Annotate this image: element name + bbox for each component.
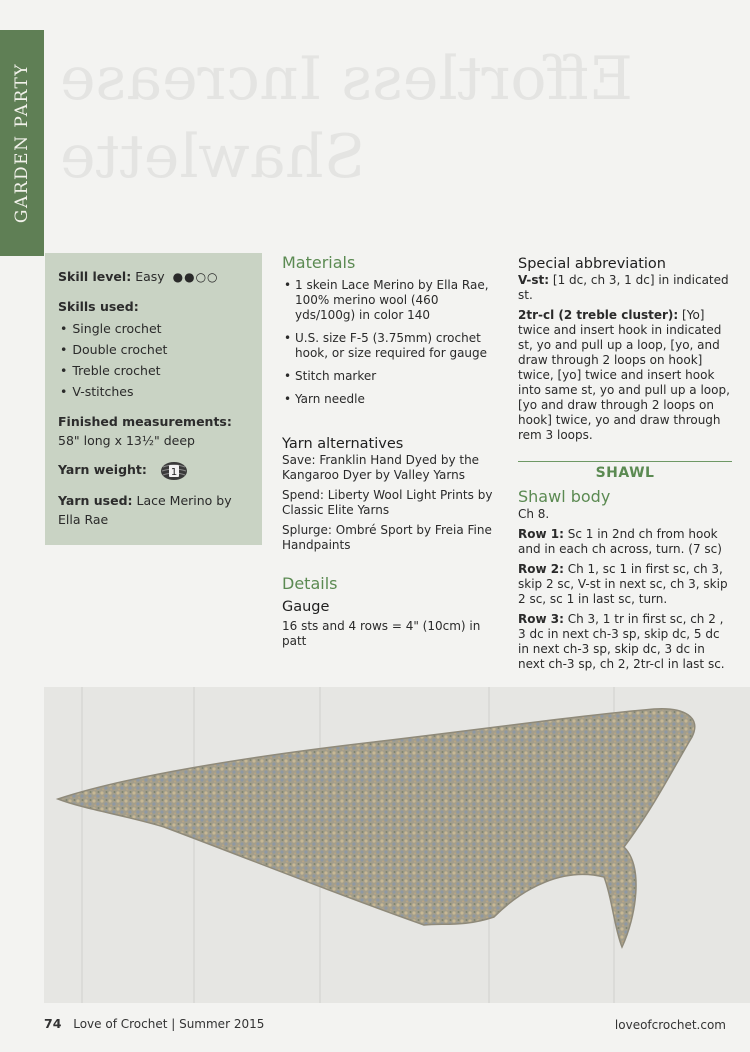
gauge-text: 16 sts and 4 rows = 4" (10cm) in patt bbox=[282, 619, 481, 648]
skill-item: • Single crochet bbox=[58, 318, 250, 339]
material-item: • Stitch marker bbox=[282, 369, 502, 384]
shawl-body-heading: Shawl body bbox=[518, 487, 611, 506]
yarn-alt-save: Save: Franklin Hand Dyed by the Kangaroo Dyer by Valley Yarns bbox=[282, 453, 480, 482]
section-tab bbox=[0, 30, 44, 256]
yarn-used: Yarn used: Lace Merino by Ella Rae bbox=[58, 492, 232, 527]
skill-item: • Double crochet bbox=[58, 339, 250, 360]
footer-left bbox=[44, 1016, 264, 1031]
ghost-title-line-1: Effortless Increase bbox=[60, 44, 633, 114]
skills-used: Skills used: • Single crochet • Double crochet • Treble crochet • V-stitches bbox=[58, 297, 250, 402]
skill-item: • V-stitches bbox=[58, 381, 250, 402]
material-item: • U.S. size F-5 (3.75mm) crochet hook, or size required for gauge bbox=[282, 331, 502, 361]
materials-heading: Materials bbox=[282, 253, 356, 272]
info-box bbox=[45, 253, 262, 545]
yarn-alternatives-heading: Yarn alternatives bbox=[282, 436, 404, 452]
skill-dots: ●●○○ bbox=[172, 270, 219, 284]
ghost-title-line-2: Shawlette bbox=[60, 122, 366, 192]
yarn-alt-spend: Spend: Liberty Wool Light Prints by Classic Elite Yarns bbox=[282, 488, 493, 517]
finished-measurements: Finished measurements: 58" long x 13½" deep bbox=[58, 414, 232, 448]
shawl-section-heading: SHAWL bbox=[518, 461, 732, 481]
svg-text:1: 1 bbox=[170, 466, 178, 478]
section-tab-label: GARDEN PARTY bbox=[12, 62, 32, 224]
page-number: 74 bbox=[44, 1016, 62, 1031]
vst-definition: V-st: [1 dc, ch 3, 1 dc] in indicated st. bbox=[518, 273, 729, 302]
pattern-column bbox=[518, 255, 732, 677]
row-2: Row 2: Ch 1, sc 1 in first sc, ch 3, skip 2 sc, V-st in next sc, ch 3, skip 2 sc, sc 1 in last sc, turn. bbox=[518, 562, 728, 606]
shawl-photo bbox=[44, 687, 750, 1003]
material-item: • 1 skein Lace Merino by Ella Rae, 100% merino wool (460 yds/100g) in color 140 bbox=[282, 278, 502, 323]
skill-item: • Treble crochet bbox=[58, 360, 250, 381]
ghost-title bbox=[60, 40, 680, 196]
materials-list bbox=[282, 278, 502, 407]
special-abbreviation-heading: Special abbreviation bbox=[518, 256, 666, 272]
materials-column bbox=[282, 253, 502, 654]
gauge-heading: Gauge bbox=[282, 599, 330, 615]
website-link[interactable]: loveofcrochet.com bbox=[614, 1018, 726, 1032]
material-item: • Yarn needle bbox=[282, 392, 502, 407]
yarn-weight-icon bbox=[159, 461, 189, 481]
yarn-weight: Yarn weight: 1 bbox=[58, 460, 250, 481]
skill-level: Skill level: Easy ●●○○ bbox=[58, 269, 219, 284]
details-heading: Details bbox=[282, 574, 338, 593]
magazine-issue: Love of Crochet | Summer 2015 bbox=[73, 1017, 265, 1031]
row-3: Row 3: Ch 3, 1 tr in first sc, ch 2 , 3 dc in next ch-3 sp, skip dc, 5 dc in next ch-3 sp, skip dc, 3 dc in next ch-3 sp, ch 2, 2tr-cl in last sc. bbox=[518, 612, 725, 671]
tr2cl-definition: 2tr-cl (2 treble cluster): [Yo] twice and insert hook in indicated st, yo and pull up a loop, [yo, and draw through 2 loops on hook] twice, [yo] twice and insert hook into same st, yo and pull up a loop, [yo and draw through 2 loops on hook] twice, yo and draw through rem 3 loops. bbox=[518, 308, 730, 442]
row-1: Row 1: Sc 1 in 2nd ch from hook and in each ch across, turn. (7 sc) bbox=[518, 527, 722, 556]
yarn-alt-splurge: Splurge: Ombré Sport by Freia Fine Handpaints bbox=[282, 523, 492, 552]
chain-start: Ch 8. bbox=[518, 507, 550, 521]
